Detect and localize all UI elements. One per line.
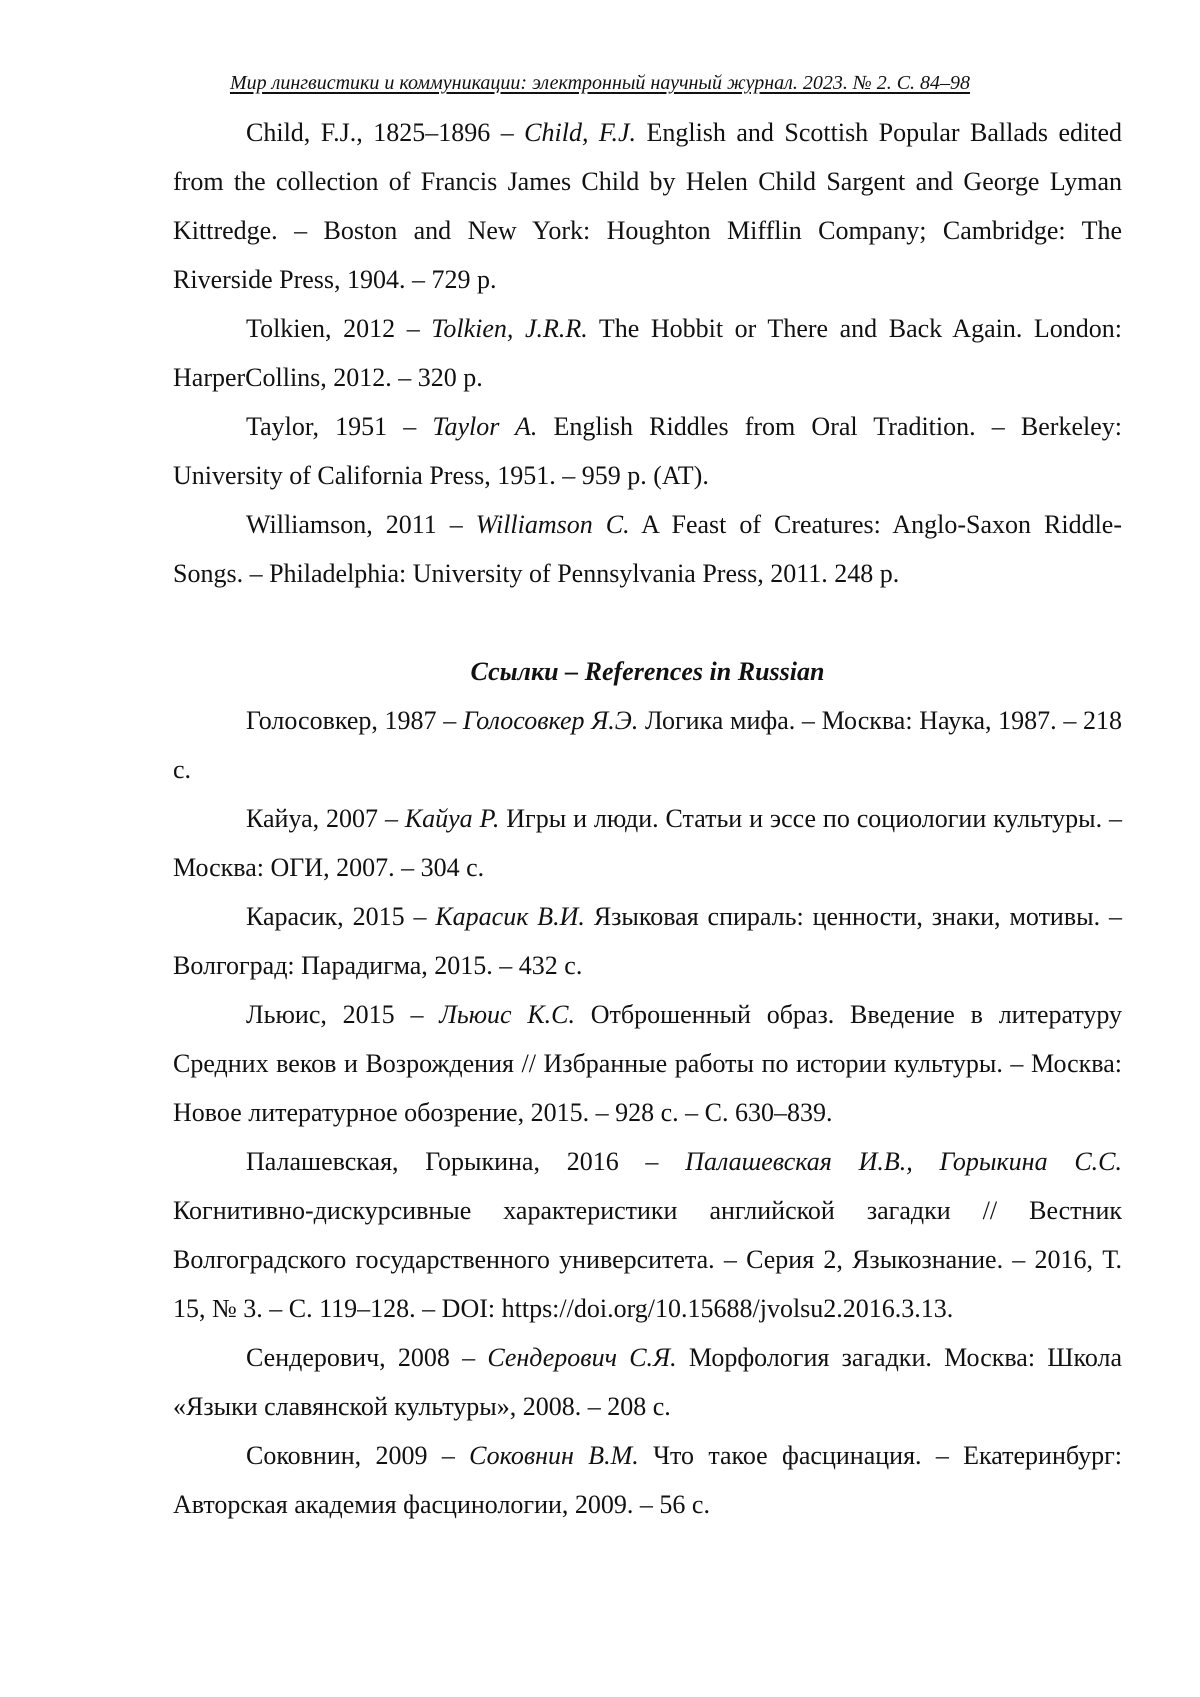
section-title-en: References in Russian (585, 657, 825, 686)
section-title-sep: – (559, 657, 585, 686)
reference-entry (173, 892, 1122, 990)
reference-key: Williamson, 2011 (246, 510, 437, 539)
document-page (0, 0, 1200, 1697)
reference-text: Языковая спираль: ценности, знаки, мотивы. – Волгоград: Парадигма, 2015. – 432 с. (173, 902, 1122, 980)
reference-dash: – (405, 902, 436, 931)
reference-text: Логика мифа. – Москва: Наука, 1987. – 218 с. (173, 706, 1122, 784)
reference-key: Taylor, 1951 (246, 412, 387, 441)
running-header: Мир лингвистики и коммуникации: электронный научный журнал. 2023. № 2. С. 84–98 (0, 71, 1200, 95)
reference-author: Льюис К.С. (439, 1000, 575, 1029)
reference-key: Кайуа, 2007 (246, 804, 378, 833)
section-title-ru: Ссылки (471, 657, 559, 686)
reference-entry (173, 108, 1122, 304)
reference-key: Соковнин, 2009 (246, 1441, 428, 1470)
reference-text: Игры и люди. Статьи и эссе по социологии культуры. – Москва: ОГИ, 2007. – 304 с. (173, 804, 1122, 882)
reference-dash: – (490, 118, 524, 147)
reference-author: Williamson C. (476, 510, 630, 539)
reference-author: Голосовкер Я.Э. (463, 706, 638, 735)
reference-key: Карасик, 2015 (246, 902, 405, 931)
reference-entry (173, 500, 1122, 598)
reference-author: Карасик В.И. (435, 902, 585, 931)
reference-text: Морфология загадки. Москва: Школа «Языки славянской культуры», 2008. – 208 с. (173, 1343, 1122, 1421)
reference-list (173, 108, 1122, 1529)
reference-dash: – (378, 804, 405, 833)
reference-key: Сендерович, 2008 (246, 1343, 450, 1372)
reference-dash: – (428, 1441, 470, 1470)
reference-author: Child, F.J. (524, 118, 636, 147)
reference-author: Taylor A. (432, 412, 537, 441)
reference-key: Child, F.J., 1825–1896 (246, 118, 490, 147)
reference-entry (173, 304, 1122, 402)
reference-text: The Hobbit or There and Back Again. London: HarperCollins, 2012. – 320 p. (173, 314, 1122, 392)
reference-dash: – (437, 706, 463, 735)
reference-text: English Riddles from Oral Tradition. – Berkeley: University of California Press, 1951. – 959 p. (AT). (173, 412, 1122, 490)
reference-text: Что такое фасцинация. – Екатеринбург: Авторская академия фасцинологии, 2009. – 56 с. (173, 1441, 1122, 1519)
reference-dash: – (437, 510, 476, 539)
section-spacer (173, 598, 1122, 647)
reference-text: Когнитивно-дискурсивные характеристики английской загадки // Вестник Волгоградского государственного университета. – Серия 2, Языкознание. – 2016, Т. 15, № 3. – С. 119–128. – DOI: https://doi.org/10.15688/jvolsu2.2016.3.13. (173, 1196, 1122, 1323)
reference-entry (173, 1333, 1122, 1431)
reference-entry (173, 402, 1122, 500)
reference-text: English and Scottish Popular Ballads edited from the collection of Francis James Child by Helen Child Sargent and George Lyman Kittredge. – Boston and New York: Houghton Mifflin Company; Cambridge: The Riverside Press, 1904. – 729 p. (173, 118, 1122, 294)
reference-dash: – (395, 314, 431, 343)
reference-key: Голосовкер, 1987 (246, 706, 437, 735)
reference-key: Палашевская, Горыкина, 2016 (246, 1147, 619, 1176)
reference-dash: – (619, 1147, 685, 1176)
reference-text: Отброшенный образ. Введение в литературу Средних веков и Возрождения // Избранные работы по истории культуры. – Москва: Новое литературное обозрение, 2015. – 928 с. – С. 630–839. (173, 1000, 1122, 1127)
reference-author: Кайуа Р. (405, 804, 500, 833)
reference-key: Tolkien, 2012 (246, 314, 395, 343)
reference-author: Tolkien, J.R.R. (431, 314, 587, 343)
reference-text: A Feast of Creatures: Anglo-Saxon Riddle-Songs. – Philadelphia: University of Pennsylvania Press, 2011. 248 p. (173, 510, 1122, 588)
reference-entry (173, 1431, 1122, 1529)
reference-dash: – (450, 1343, 487, 1372)
section-title (173, 647, 1122, 696)
reference-entry (173, 696, 1122, 794)
reference-dash: – (395, 1000, 440, 1029)
reference-entry (173, 990, 1122, 1137)
reference-entry (173, 1137, 1122, 1333)
reference-entry (173, 794, 1122, 892)
reference-author: Соковнин В.М. (469, 1441, 639, 1470)
reference-dash: – (387, 412, 432, 441)
reference-author: Палашевская И.В., Горыкина С.С. (685, 1147, 1122, 1176)
reference-author: Сендерович С.Я. (487, 1343, 676, 1372)
reference-key: Льюис, 2015 (246, 1000, 395, 1029)
